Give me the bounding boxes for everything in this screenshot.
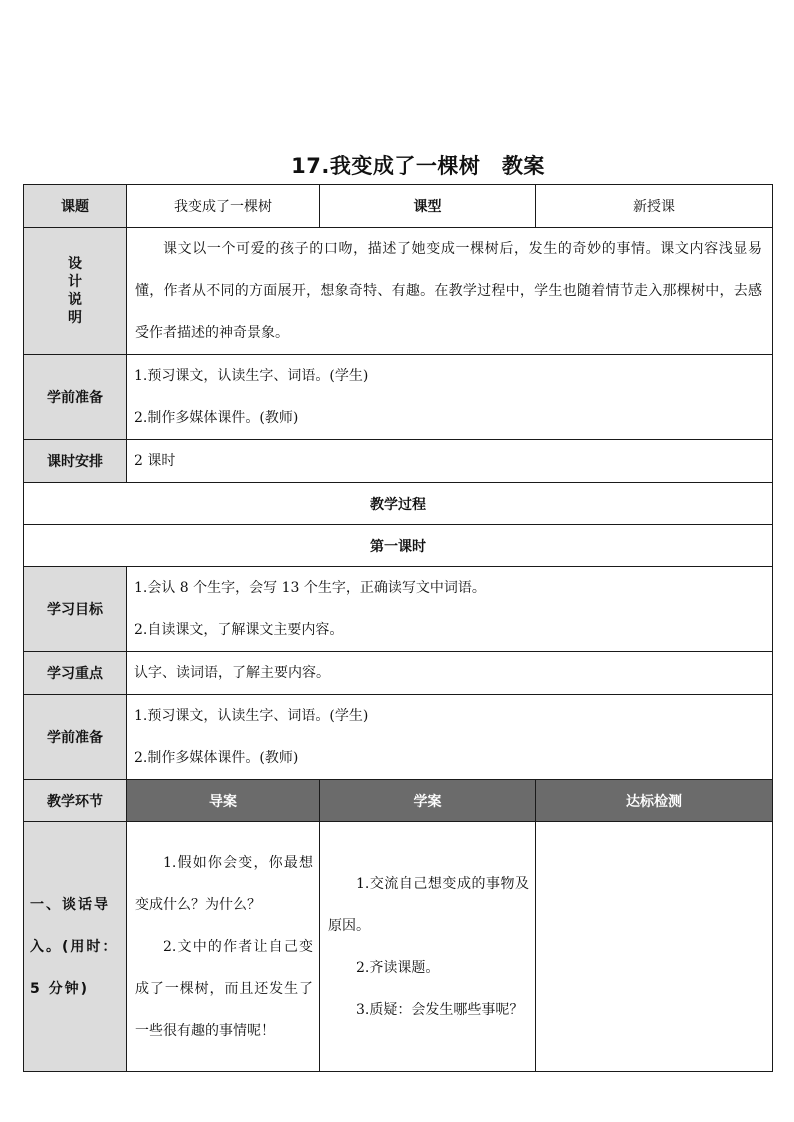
prep2-items [127,695,773,780]
label-type: 课型 [320,185,536,228]
study-paragraph: 3.质疑：会发生哪些事呢？ [356,1001,524,1018]
study-paragraph: 2.齐读课题。 [356,959,440,976]
prep-item: 2.制作多媒体课件。(教师) [134,410,299,426]
prep-item: 1.预习课文，认读生字、词语。(学生) [134,368,369,384]
label-prep: 学前准备 [24,355,127,440]
focus-value: 认字、读词语，了解主要内容。 [127,652,773,695]
lesson-plan-table [23,184,773,1072]
stage-1-check [536,822,773,1072]
lesson-heading-row [24,525,773,567]
col-check: 达标检测 [536,780,773,822]
prep-row [24,355,773,440]
label-prep2: 学前准备 [24,695,127,780]
topic-value: 我变成了一棵树 [127,185,320,228]
schedule-row [24,440,773,483]
label-topic: 课题 [24,185,127,228]
focus-row [24,652,773,695]
guide-paragraph: 2.文中的作者让自己变成了一棵树，而且还发生了一些很有趣的事情呢！ [135,938,313,1039]
design-row [24,228,773,355]
label-design [24,228,127,355]
study-paragraph: 1.交流自己想变成的事物及原因。 [328,875,529,934]
topic-row [24,185,773,228]
document-title: 17.我变成了一棵树 教案 [291,154,545,178]
label-goals: 学习目标 [24,567,127,652]
stage-1-study [320,822,536,1072]
process-heading-row [24,483,773,525]
col-study: 学案 [320,780,536,822]
stage-row-1 [24,822,773,1072]
prep2-item: 2.制作多媒体课件。(教师) [134,750,299,766]
goal-item: 1.会认 8 个生字，会写 13 个生字，正确读写文中词语。 [134,580,486,596]
design-text: 课文以一个可爱的孩子的口吻，描述了她变成一棵树后，发生的奇妙的事情。课文内容浅显易懂，作者从不同的方面展开，想象奇特、有趣。在教学过程中，学生也随着情节走入那棵树中，去感受作者描述的神奇景象。 [127,228,773,355]
col-guide: 导案 [127,780,320,822]
goal-item: 2.自读课文，了解课文主要内容。 [134,622,344,638]
stage-1-guide [127,822,320,1072]
prep2-row [24,695,773,780]
prep2-item: 1.预习课文，认读生字、词语。(学生) [134,708,369,724]
lesson-heading: 第一课时 [24,525,773,567]
process-heading: 教学过程 [24,483,773,525]
schedule-value: 2 课时 [127,440,773,483]
label-focus: 学习重点 [24,652,127,695]
label-design-text: 设 计 说 明 [68,256,82,326]
guide-paragraph: 1.假如你会变，你最想变成什么？为什么？ [135,854,313,913]
col-stage: 教学环节 [24,780,127,822]
stage-1-label: 一、谈话导入。(用时：5 分钟) [24,822,127,1072]
label-schedule: 课时安排 [24,440,127,483]
goals-items [127,567,773,652]
prep-items [127,355,773,440]
goals-row [24,567,773,652]
columns-header-row [24,780,773,822]
type-value: 新授课 [536,185,773,228]
